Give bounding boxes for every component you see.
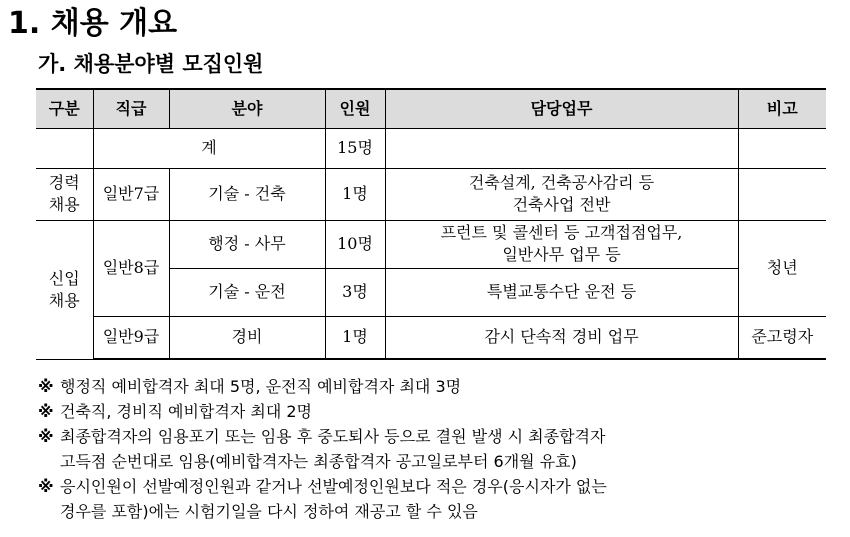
note-item: [38, 399, 607, 424]
group-career: 경력 채용: [36, 168, 93, 220]
row-grade: 일반9급: [93, 316, 169, 359]
table-row: [36, 168, 826, 220]
reference-mark-icon: ※: [38, 402, 54, 421]
note-text: 응시인원이 선발예정인원과 같거나 선발예정인원보다 적은 경우(응시자가 없는 경우를 포함)에는 시험기일을 다시 정하여 재공고 할 수 있음: [60, 477, 607, 521]
row-count: 10명: [325, 220, 385, 268]
note-item: [38, 424, 607, 474]
table-row: [36, 316, 826, 359]
row-field: 기술 - 운전: [169, 268, 325, 316]
total-duty-empty: [385, 128, 738, 168]
section-subtitle: 가. 채용분야별 모집인원: [38, 52, 264, 76]
note-item: [38, 474, 607, 524]
reference-mark-icon: ※: [38, 427, 54, 446]
recruitment-table: [36, 88, 826, 360]
row-count: 3명: [325, 268, 385, 316]
row-note: [738, 168, 826, 220]
total-label: 계: [93, 128, 325, 168]
row-duty: 감시 단속적 경비 업무: [385, 316, 738, 359]
reference-mark-icon: ※: [38, 377, 54, 396]
note-item: [38, 374, 607, 399]
row-field: 기술 - 건축: [169, 168, 325, 220]
group-new: 신입 채용: [36, 220, 93, 359]
header-grade: 직급: [93, 89, 169, 128]
row-grade: 일반7급: [93, 168, 169, 220]
table-row: [36, 220, 826, 268]
total-empty-cell: [36, 128, 93, 168]
note-text: 행정직 예비합격자 최대 5명, 운전직 예비합격자 최대 3명: [60, 377, 462, 396]
reference-mark-icon: ※: [38, 477, 54, 496]
row-note: 청년: [738, 220, 826, 316]
total-note-empty: [738, 128, 826, 168]
row-count: 1명: [325, 316, 385, 359]
row-duty: 프런트 및 콜센터 등 고객접점업무, 일반사무 업무 등: [385, 220, 738, 268]
header-count: 인원: [325, 89, 385, 128]
header-field: 분야: [169, 89, 325, 128]
row-grade: 일반8급: [93, 220, 169, 316]
page-title: 1. 채용 개요: [8, 6, 178, 41]
note-text: 건축직, 경비직 예비합격자 최대 2명: [60, 402, 312, 421]
header-duty: 담당업무: [385, 89, 738, 128]
header-note: 비고: [738, 89, 826, 128]
table-row-total: [36, 128, 826, 168]
row-field: 행정 - 사무: [169, 220, 325, 268]
header-category: 구분: [36, 89, 93, 128]
note-text: 최종합격자의 임용포기 또는 임용 후 중도퇴사 등으로 결원 발생 시 최종합격자 고득점 순번대로 임용(예비합격자는 최종합격자 공고일로부터 6개월 유효): [60, 427, 606, 471]
row-field: 경비: [169, 316, 325, 359]
notes-list: [38, 374, 607, 524]
row-duty: 특별교통수단 운전 등: [385, 268, 738, 316]
row-count: 1명: [325, 168, 385, 220]
total-count: 15명: [325, 128, 385, 168]
table-header-row: [36, 89, 826, 128]
row-note: 준고령자: [738, 316, 826, 359]
row-duty: 건축설계, 건축공사감리 등 건축사업 전반: [385, 168, 738, 220]
